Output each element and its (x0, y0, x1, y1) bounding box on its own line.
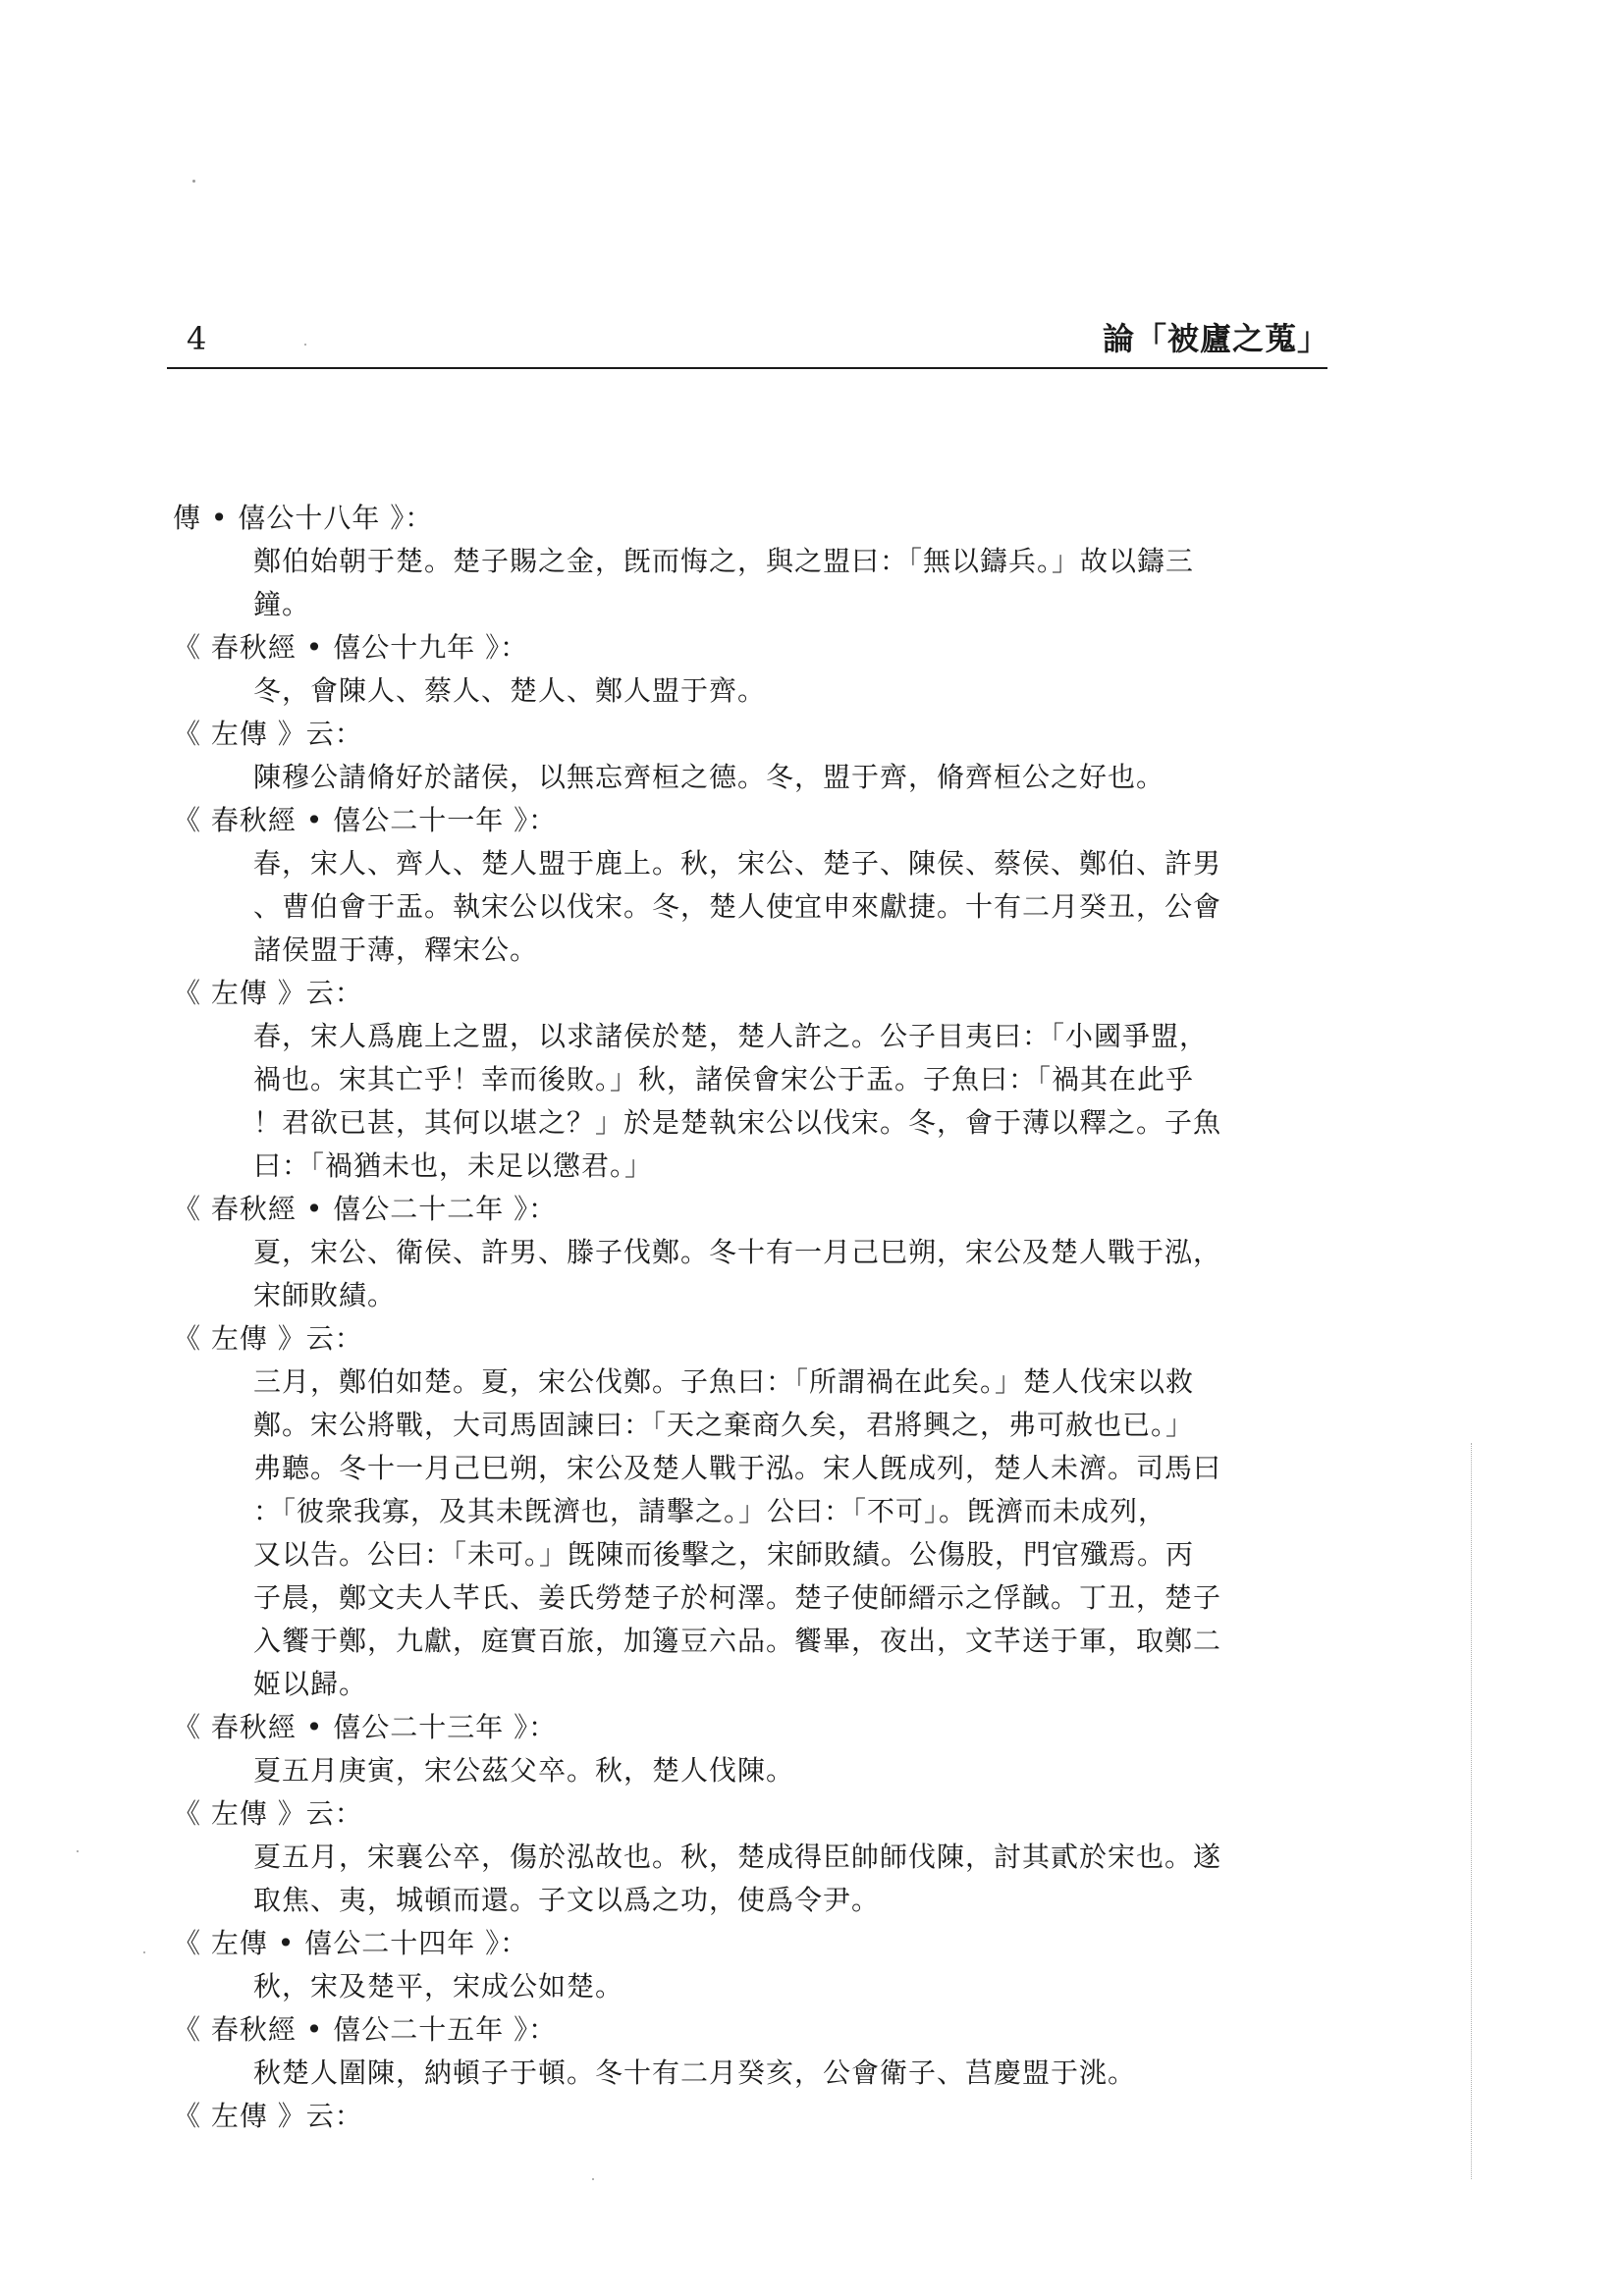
citation-heading: 《 左傳 》云： (173, 2100, 363, 2132)
text-line: 鄭。宋公將戰，大司馬固諫曰：「天之棄商久矣，君將興之，弗可赦也已。」 (253, 1409, 1195, 1441)
citation-body (253, 669, 1272, 713)
citation-body (253, 1231, 1272, 1317)
text-line: 三月，鄭伯如楚。夏，宋公伐鄭。子魚曰：「所謂禍在此矣。」楚人伐宋以救 (253, 1365, 1195, 1398)
citation-entry (173, 1792, 1272, 1922)
body-text (173, 497, 1272, 2138)
citation-heading: 《 左傳 》云： (173, 977, 363, 1009)
text-line: 宋師敗績。 (253, 1279, 397, 1311)
citation-heading: 《 左傳 • 僖公二十四年 》： (173, 1927, 529, 1959)
text-line: 鄭伯始朝于楚。楚子賜之金，旣而悔之，與之盟曰：「無以鑄兵。」故以鑄三 (253, 545, 1195, 577)
citation-heading: 《 春秋經 • 僖公二十三年 》： (173, 1711, 558, 1743)
text-line: 入饗于鄭，九獻，庭實百旅，加籩豆六品。饗畢，夜出，文芊送于軍，取鄭二 (253, 1625, 1222, 1657)
citation-body (253, 2052, 1272, 2095)
citation-entry (173, 1706, 1272, 1792)
text-line: 春，宋人、齊人、楚人盟于鹿上。秋，宋公、楚子、陳侯、蔡侯、鄭伯、許男 (253, 847, 1222, 880)
text-line: 夏五月庚寅，宋公茲父卒。秋，楚人伐陳。 (253, 1754, 795, 1787)
citation-entry (173, 1922, 1272, 2008)
citation-entry (173, 1188, 1272, 1317)
text-line: 姬以歸。 (253, 1668, 368, 1700)
text-line: 曰：「禍猶未也，未足以懲君。」 (253, 1149, 654, 1182)
text-line: 又以告。公曰：「未可。」旣陳而後擊之，宋師敗績。公傷股，門官殲焉。丙 (253, 1538, 1195, 1571)
citation-heading: 《 左傳 》云： (173, 718, 363, 750)
text-line: ：「彼衆我寡，及其未旣濟也，請擊之。」公曰：「不可」。旣濟而未成列， (253, 1495, 1167, 1527)
citation-heading: 《 春秋經 • 僖公二十一年 》： (173, 804, 558, 836)
citation-entry (173, 2095, 1272, 2138)
text-line: 夏，宋公、衛侯、許男、滕子伐鄭。冬十有一月己巳朔，宋公及楚人戰于泓， (253, 1236, 1222, 1268)
citation-heading: 傳 • 僖公十八年 》： (173, 502, 434, 534)
citation-entry (173, 1317, 1272, 1706)
text-line: 夏五月，宋襄公卒，傷於泓故也。秋，楚成得臣帥師伐陳，討其貳於宋也。遂 (253, 1841, 1222, 1873)
text-line: 諸侯盟于薄，釋宋公。 (253, 934, 539, 966)
citation-body (253, 1015, 1272, 1188)
text-line: 取焦、夷，城頓而還。子文以爲之功，使爲令尹。 (253, 1884, 881, 1916)
citation-body (253, 842, 1272, 972)
citation-body (253, 1836, 1272, 1922)
citation-body (253, 756, 1272, 799)
text-line: 秋，宋及楚平，宋成公如楚。 (253, 1970, 624, 2002)
scan-speck (304, 344, 306, 346)
citation-entry (173, 626, 1272, 713)
text-line: 子晨，鄭文夫人芊氏、姜氏勞楚子於柯澤。楚子使師縉示之俘馘。丁丑，楚子 (253, 1581, 1222, 1614)
scan-speck (77, 1850, 79, 1852)
citation-entry (173, 713, 1272, 799)
citation-heading: 《 左傳 》云： (173, 1322, 363, 1355)
scan-speck (192, 180, 195, 183)
page-number: 4 (187, 320, 207, 357)
citation-body (253, 540, 1272, 626)
running-title: 論「被廬之蒐」 (1102, 320, 1329, 357)
text-line: 鐘。 (253, 588, 311, 620)
citation-heading: 《 春秋經 • 僖公二十二年 》： (173, 1193, 558, 1225)
citation-entry (173, 972, 1272, 1188)
text-line: 禍也。宋其亡乎！幸而後敗。」秋，諸侯會宋公于盂。子魚曰：「禍其在此乎 (253, 1063, 1195, 1095)
citation-heading: 《 春秋經 • 僖公十九年 》： (173, 631, 529, 664)
text-line: 秋楚人圍陳，納頓子于頓。冬十有二月癸亥，公會衛子、莒慶盟于洮。 (253, 2056, 1137, 2089)
citation-heading: 《 左傳 》云： (173, 1797, 363, 1830)
citation-body (253, 1361, 1272, 1706)
citation-body (253, 1965, 1272, 2008)
citation-body (253, 1749, 1272, 1792)
citation-entry (173, 2008, 1272, 2095)
citation-heading: 《 春秋經 • 僖公二十五年 》： (173, 2013, 558, 2046)
text-line: ！君欲已甚，其何以堪之？」於是楚執宋公以伐宋。冬，會于薄以釋之。子魚 (253, 1106, 1222, 1139)
citation-entry (173, 799, 1272, 972)
text-line: 陳穆公請脩好於諸侯，以無忘齊桓之德。冬，盟于齊，脩齊桓公之好也。 (253, 761, 1165, 793)
scan-speck (143, 1951, 145, 1953)
text-line: 、曹伯會于盂。執宋公以伐宋。冬，楚人使宜申來獻捷。十有二月癸丑，公會 (253, 890, 1222, 923)
text-line: 春，宋人爲鹿上之盟，以求諸侯於楚，楚人許之。公子目夷曰：「小國爭盟， (253, 1020, 1209, 1052)
scan-speck (592, 2178, 594, 2180)
text-line: 冬，會陳人、蔡人、楚人、鄭人盟于齊。 (253, 674, 767, 707)
header-rule (167, 367, 1327, 369)
citation-entry (173, 497, 1272, 626)
scan-edge-artifact (1471, 1443, 1473, 2179)
text-line: 弗聽。冬十一月己巳朔，宋公及楚人戰于泓。宋人旣成列，楚人未濟。司馬曰 (253, 1452, 1222, 1484)
